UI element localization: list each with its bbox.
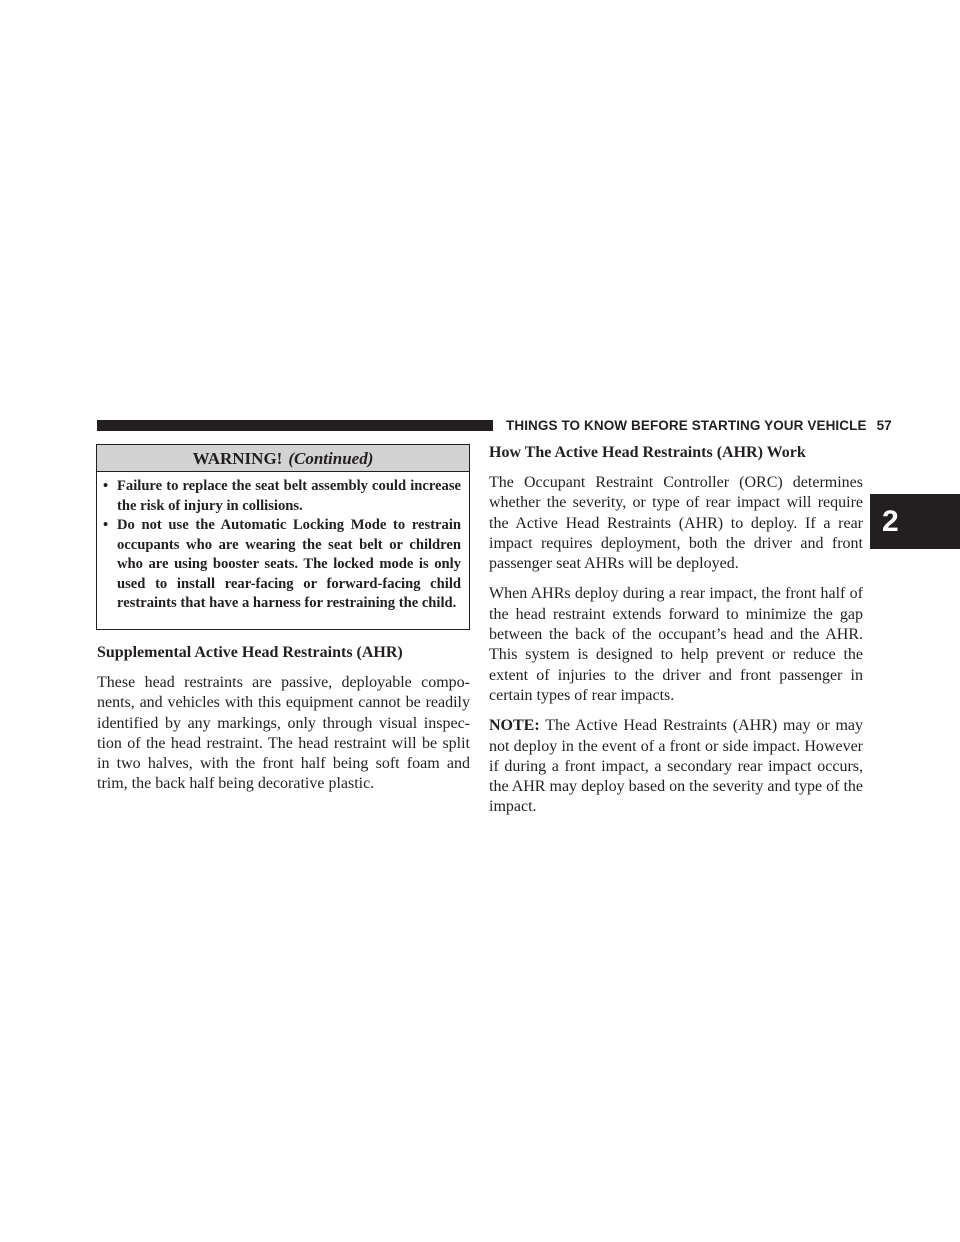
header-rule [97, 420, 493, 431]
warning-continued: (Continued) [288, 449, 374, 468]
bullet-icon: • [103, 478, 109, 494]
note-label: NOTE: [489, 717, 540, 735]
paragraph-ahr-description: These head restraints are passive, deployable components, and vehicles with this equipment cannot be readily identified by any markings, only through visual inspection of the head restraint. The head restraint will be split in two halves, with the front half being soft foam and trim, the back half being decorative plastic. [97, 674, 470, 793]
note-paragraph [489, 716, 863, 817]
warning-title: WARNING! [192, 449, 283, 468]
running-header [506, 418, 892, 434]
warning-item: • Do not use the Automatic Locking Mode to restrain occupants who are wearing the seat belt or children who are using booster seats. The locked mode is only used to install rear-facing or forward-facing child restraints that have a harness for restraining the child. [103, 517, 461, 611]
warning-item: • Failure to replace the seat belt assembly could increase the risk of injury in collisions. [103, 478, 461, 514]
paragraph-deploy: When AHRs deploy during a rear impact, the front half of the head restraint extends forward to minimize the gap between the back of the occupant’s head and the AHR. This system is designed to help prevent or reduce the extent of injuries to the driver and front passenger in certain types of rear impacts. [489, 585, 863, 704]
paragraph-orc: The Occupant Restraint Controller (ORC) determines whether the severity, or type of rear impact will require the Active Head Restraints (AHR) to deploy. If a rear impact requires deployment, both the driver and front passenger seat AHRs will be deployed. [489, 474, 863, 573]
section-heading-how-ahr-works: How The Active Head Restraints (AHR) Work [489, 444, 806, 461]
page-number: 57 [876, 418, 892, 433]
bullet-icon: • [103, 517, 109, 533]
warning-header [97, 445, 469, 472]
section-title: THINGS TO KNOW BEFORE STARTING YOUR VEHICLE [506, 418, 867, 433]
chapter-tab: 2 [870, 494, 960, 549]
right-column [489, 443, 863, 828]
warning-list [97, 472, 469, 614]
section-heading-ahr: Supplemental Active Head Restraints (AHR) [97, 644, 403, 661]
note-text: The Active Head Restraints (AHR) may or may not deploy in the event of a front or side impact. However if during a front impact, a secondary rear impact occurs, the AHR may deploy based on the severity and type of the impact. [489, 717, 864, 816]
warning-box [96, 444, 470, 630]
left-column [97, 643, 470, 795]
